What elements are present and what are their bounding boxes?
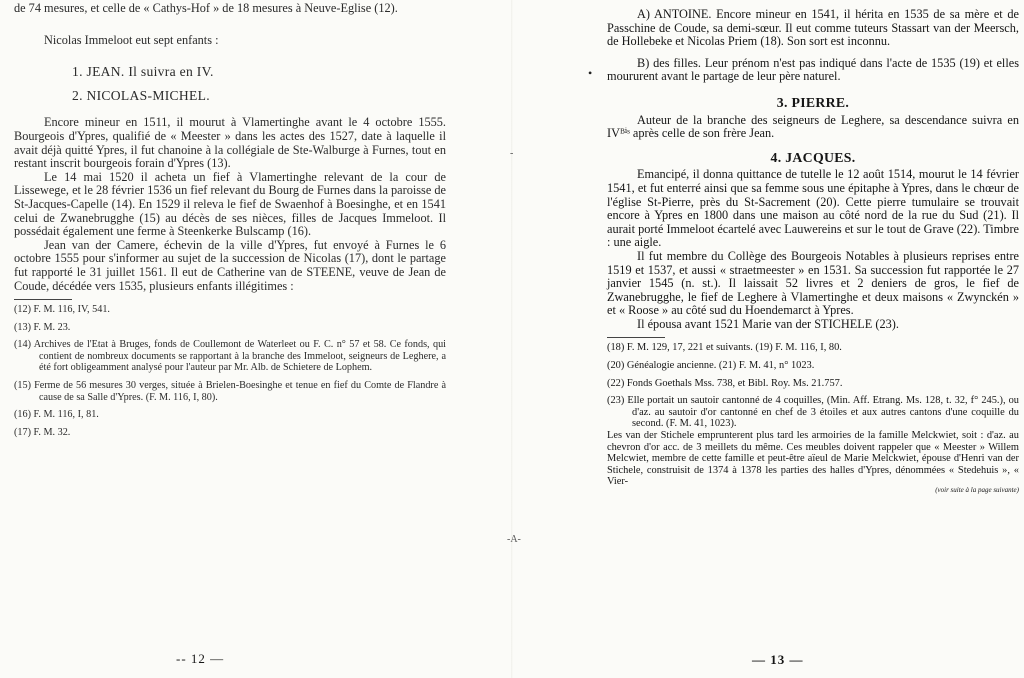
- heading-jean: 1. JEAN. Il suivra en IV.: [72, 64, 214, 80]
- footnote-23: (23) Elle portait un sautoir cantonné de 4 coquilles, (Min. Aff. Etrang. Ms. 128, t. 32, f° 245.), ou d'az. au sautoir d'or cantonné en chef de 3 étoiles et aux autres cantons d'une coquille du second. (F. M. 41, 1023).: [607, 395, 1019, 430]
- footnote-17: (17) F. M. 32.: [14, 426, 71, 438]
- paragraph-nicolas-3: Jean van der Camere, échevin de la ville d'Ypres, fut envoyé à Furnes le 6 octobre 1555 pour s'informer au sujet de la succession de Nicolas (17), dont le partage fut rapporté le 31 juillet 1561. Il eut de Catherine van de STEENE, veuve de Jean de Coude, décédée vers 1535, plusieurs enfants illégitimes :: [14, 237, 446, 293]
- footnote-22: (22) Fonds Goethals Mss. 738, et Bibl. Roy. Ms. 21.757.: [607, 377, 843, 389]
- page-number-left: -- 12 —: [176, 651, 225, 666]
- right-column: [607, 8, 1019, 494]
- paragraph-filles: B) des filles. Leur prénom n'est pas indiqué dans l'acte de 1535 (19) et elles moururent avant le partage de leur père naturel.: [607, 55, 1019, 84]
- footnote-18-19: (18) F. M. 129, 17, 221 et suivants. (19) F. M. 116, I, 80.: [607, 342, 842, 354]
- footnote-14: (14) Archives de l'Etat à Bruges, fonds de Coullemont de Waterleet ou F. C. n° 57 et 58. Ce fonds, qui contient de nombreux documents se rapportant à la branche des Immeloot, seigneurs de Leghere, a été fort obligeamment analysé pour l'auteur par Mr. Alb. de Schietere de Lophem.: [14, 339, 446, 374]
- footnote-rule-right: [607, 337, 665, 338]
- left-column: [14, 2, 446, 444]
- footnote-rule: [14, 299, 72, 300]
- left-intro-text: de 74 mesures, et celle de « Cathys-Hof » de 18 mesures à Neuve-Eglise (12).: [14, 1, 398, 15]
- footnote-20-21: (20) Généalogie ancienne. (21) F. M. 41, n° 1023.: [607, 360, 815, 372]
- paragraph-jacques-1: Emancipé, il donna quittance de tutelle le 12 août 1514, mourut le 14 février 1541, et fut enterré ainsi que sa femme sous une épitaphe à Ypres, dans le chœur de l'église St-Pierre, près du St-Sacrement (20). Cette pierre tumulaire se trouvait encore à Ypres en 1800 dans une maison au côté nord de la rue du Sud (21). Il aurait porté Immeloot écartelé avec Lauwereins et sur le tout de Grave (22). Timbre : une aigle.: [607, 167, 1019, 250]
- heading-pierre: 3. PIERRE.: [776, 94, 850, 110]
- footnote-16: (16) F. M. 116, I, 81.: [14, 409, 99, 421]
- margin-dash: -: [510, 148, 514, 159]
- left-footnotes: [14, 304, 446, 438]
- right-footnotes: [607, 342, 1019, 494]
- paragraph-antoine: A) ANTOINE. Encore mineur en 1541, il hérita en 1535 de sa mère et de Passchine de Coude, sa demi-sœur. Il eut comme tuteurs Stassart van der Meersch, de Hollebeke et Nicolas Priem (18). Son sort est inconnu.: [607, 7, 1019, 49]
- footnote-13: (13) F. M. 23.: [14, 321, 71, 333]
- footnote-15: (15) Ferme de 56 mesures 30 verges, située à Brielen-Boesinghe et tenue en fief du Comte de Flandre à cause de sa Salle d'Ypres. (F. M. 116, I, 80).: [14, 380, 446, 403]
- paragraph-pierre: Auteur de la branche des seigneurs de Leghere, sa descendance suivra en IVᴮⁱˢ après celle de son frère Jean.: [607, 112, 1019, 141]
- heading-nicolas-michel: 2. NICOLAS-MICHEL.: [72, 87, 210, 103]
- margin-bullet: •: [588, 66, 593, 80]
- children-intro: Nicolas Immeloot eut sept enfants :: [44, 32, 219, 47]
- page-number-right: — 13 —: [752, 652, 804, 667]
- heading-jacques: 4. JACQUES.: [770, 149, 856, 165]
- paragraph-jacques-3: Il épousa avant 1521 Marie van der STICHELE (23).: [637, 316, 899, 331]
- margin-letter-mark: -A-: [507, 534, 521, 545]
- footnote-23-continuation: Les van der Stichele emprunterent plus tard les armoiries de la famille Melckwiet, soit : d'az. au chevron d'or acc. de 3 meillets du même. Ces meubles doivent rappeler que « Meester » Willem Melcwiet, membre de cette famille et peut-être aïeul de Marie Melckwiet, épouse d'Henri van der Stichele, construisit de 1374 à 1378 les parties des halles d'Ypres, dénommées « Stedehuis », « Vier-: [607, 430, 1019, 488]
- footnote-12: (12) F. M. 116, IV, 541.: [14, 304, 110, 316]
- paragraph-jacques-2: Il fut membre du Collège des Bourgeois Notables à plusieurs reprises entre 1519 et 1537, et aussi « straetmeester » en 1531. Sa succession fut rapportée le 27 janvier 1545 (n. st.). Il laissait 52 livres et 2 deniers de gros, le fief de Zwanebrugghe, le fief de Leghere à Vlamertinghe et deux maisons « Zwynckén » et « Roose » au côté sud du Hoendemarct à Ypres.: [607, 248, 1019, 318]
- paragraph-nicolas-2: Le 14 mai 1520 il acheta un fief à Vlamertinghe relevant de la cour de Lissewege, et le 28 février 1536 un fief relevant du Bourg de Furnes dans la paroisse de St-Jacques-Capelle (14). En 1529 il releva le fief de Swaenhof à Boesinghe, et en 1541 celui de Zwanebrugghe (15) au décès de ses nièces, filles de Jacques Immeloot. Il possédait également une ferme à Steenkerke Bulscamp (16).: [14, 169, 446, 239]
- right-page: [512, 0, 1024, 678]
- continued-note: (voir suite à la page suivante): [935, 486, 1019, 494]
- paragraph-nicolas-1: Encore mineur en 1511, il mourut à Vlamertinghe avant le 4 octobre 1555. Bourgeois d'Ypres, qualifié de « Meester » dans les actes des 1527, date à laquelle il avait déjà quitté Ypres, il fut chanoine à la collégiale de Ste-Walburge à Furnes, tout en restant inscrit bourgeois forain d'Ypres (13).: [14, 115, 446, 171]
